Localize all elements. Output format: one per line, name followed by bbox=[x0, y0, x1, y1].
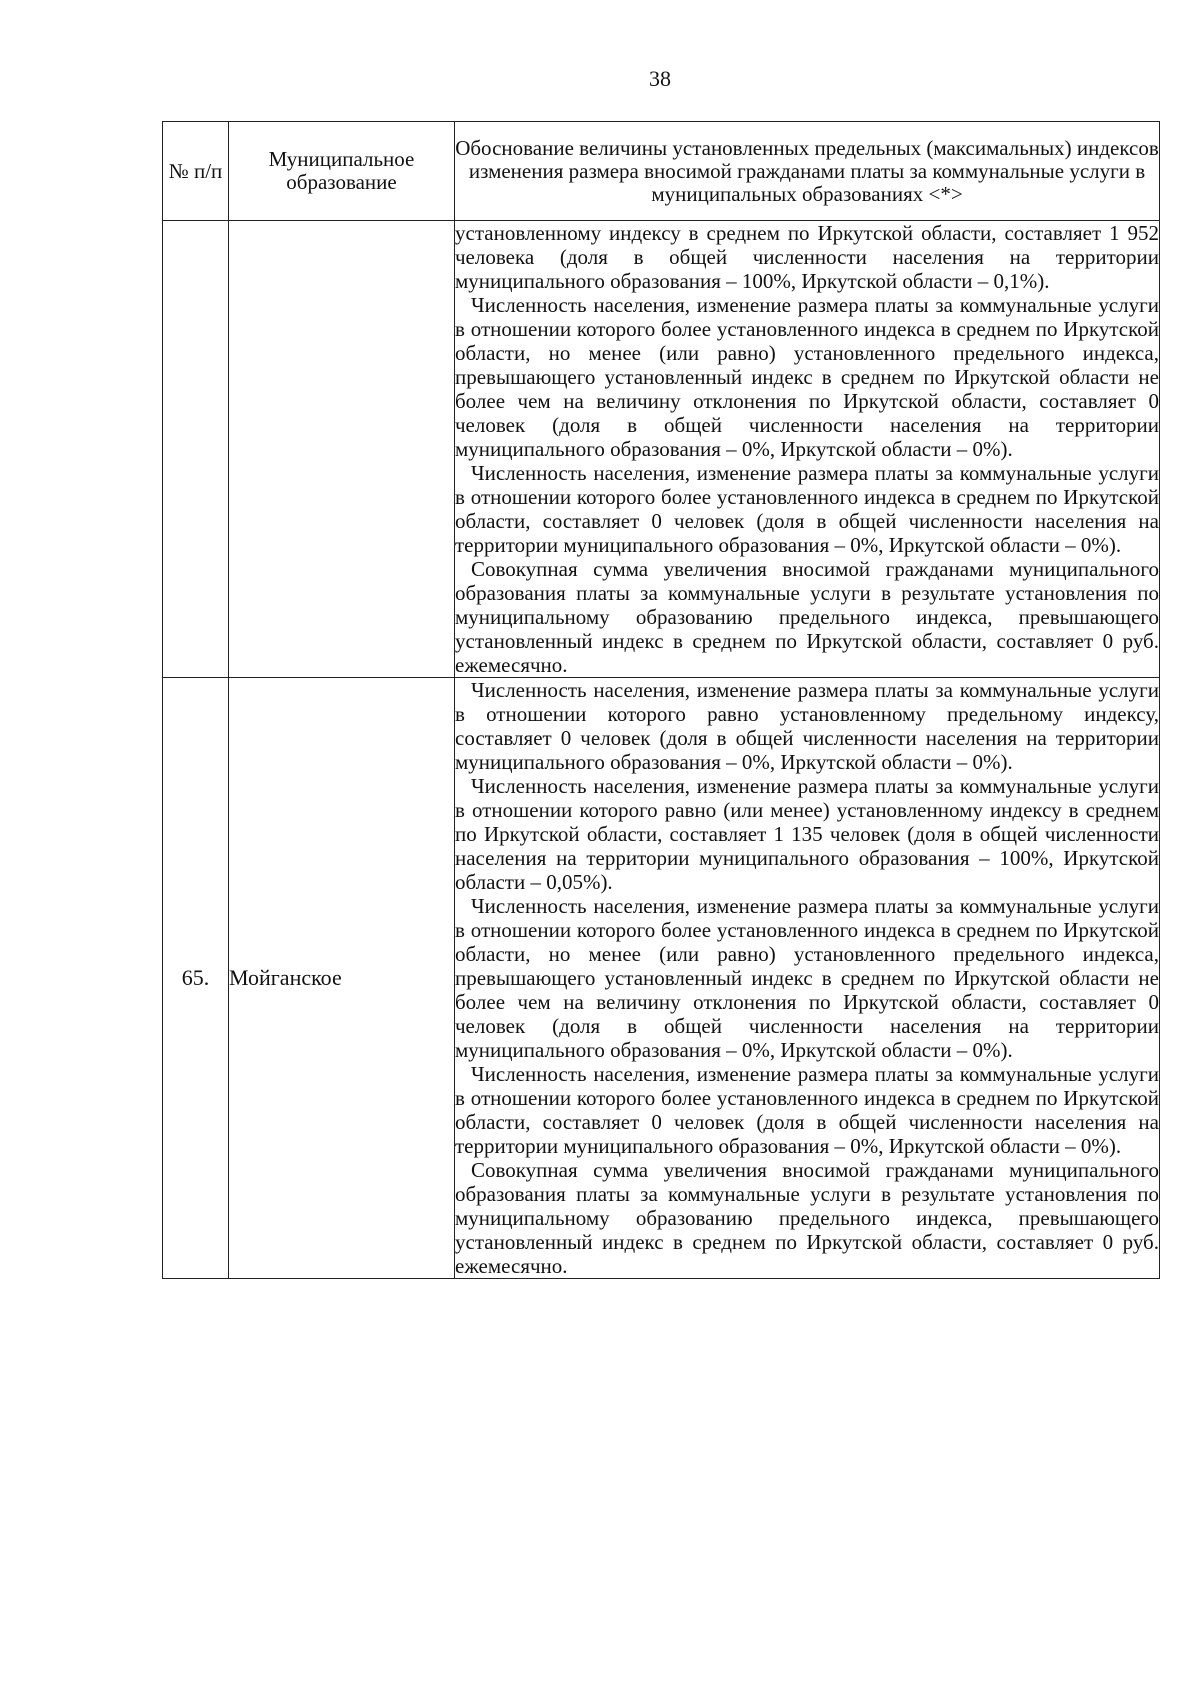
row-number: 65. bbox=[163, 678, 229, 1279]
header-municipality: Муниципальное образование bbox=[229, 122, 455, 221]
row-justification bbox=[455, 221, 1160, 678]
row-municipality: Мойганское bbox=[229, 678, 455, 1279]
row-municipality bbox=[229, 221, 455, 678]
paragraph: установленному индексу в среднем по Иркутской области, составляет 1 952 человека (доля в общей численности населения на территории муниципального образования – 100%, Иркутской области – 0,1%). bbox=[455, 221, 1159, 293]
table-row bbox=[163, 221, 1160, 678]
paragraph: Совокупная сумма увеличения вносимой гражданами муниципального образования платы за коммунальные услуги в результате установления по муниципальному образованию предельного индекса, превышающего установленный индекс в среднем по Иркутской области, составляет 0 руб. ежемесячно. bbox=[455, 557, 1159, 677]
row-justification bbox=[455, 678, 1160, 1279]
paragraph: Численность населения, изменение размера платы за коммунальные услуги в отношении которого более установленного индекса в среднем по Иркутской области, составляет 0 человек (доля в общей численности населения на территории муниципального образования – 0%, Иркутской области – 0%). bbox=[455, 1062, 1159, 1158]
paragraph: Численность населения, изменение размера платы за коммунальные услуги в отношении которого равно установленному предельному индексу, составляет 0 человек (доля в общей численности населения на территории муниципального образования – 0%, Иркутской области – 0%). bbox=[455, 678, 1159, 774]
header-number: № п/п bbox=[163, 122, 229, 221]
paragraph: Численность населения, изменение размера платы за коммунальные услуги в отношении которого более установленного индекса в среднем по Иркутской области, но менее (или равно) установленного предельного индекса, превышающего установленный индекс в среднем по Иркутской области не более чем на величину отклонения по Иркутской области, составляет 0 человек (доля в общей численности населения на территории муниципального образования – 0%, Иркутской области – 0%). bbox=[455, 293, 1159, 461]
justification-table bbox=[162, 121, 1160, 1279]
table-row bbox=[163, 678, 1160, 1279]
row-number bbox=[163, 221, 229, 678]
header-justification: Обоснование величины установленных предельных (максимальных) индексов изменения размера вносимой гражданами платы за коммунальные услуги в муниципальных образованиях <*> bbox=[455, 122, 1160, 221]
paragraph: Численность населения, изменение размера платы за коммунальные услуги в отношении которого более установленного индекса в среднем по Иркутской области, составляет 0 человек (доля в общей численности населения на территории муниципального образования – 0%, Иркутской области – 0%). bbox=[455, 461, 1159, 557]
paragraph: Численность населения, изменение размера платы за коммунальные услуги в отношении которого равно (или менее) установленному индексу в среднем по Иркутской области, составляет 1 135 человек (доля в общей численности населения на территории муниципального образования – 100%, Иркутской области – 0,05%). bbox=[455, 774, 1159, 894]
paragraph: Совокупная сумма увеличения вносимой гражданами муниципального образования платы за коммунальные услуги в результате установления по муниципальному образованию предельного индекса, превышающего установленный индекс в среднем по Иркутской области, составляет 0 руб. ежемесячно. bbox=[455, 1158, 1159, 1278]
paragraph: Численность населения, изменение размера платы за коммунальные услуги в отношении которого более установленного индекса в среднем по Иркутской области, но менее (или равно) установленного предельного индекса, превышающего установленный индекс в среднем по Иркутской области не более чем на величину отклонения по Иркутской области, составляет 0 человек (доля в общей численности населения на территории муниципального образования – 0%, Иркутской области – 0%). bbox=[455, 894, 1159, 1062]
table-header-row bbox=[163, 122, 1160, 221]
page-number: 38 bbox=[649, 66, 671, 91]
